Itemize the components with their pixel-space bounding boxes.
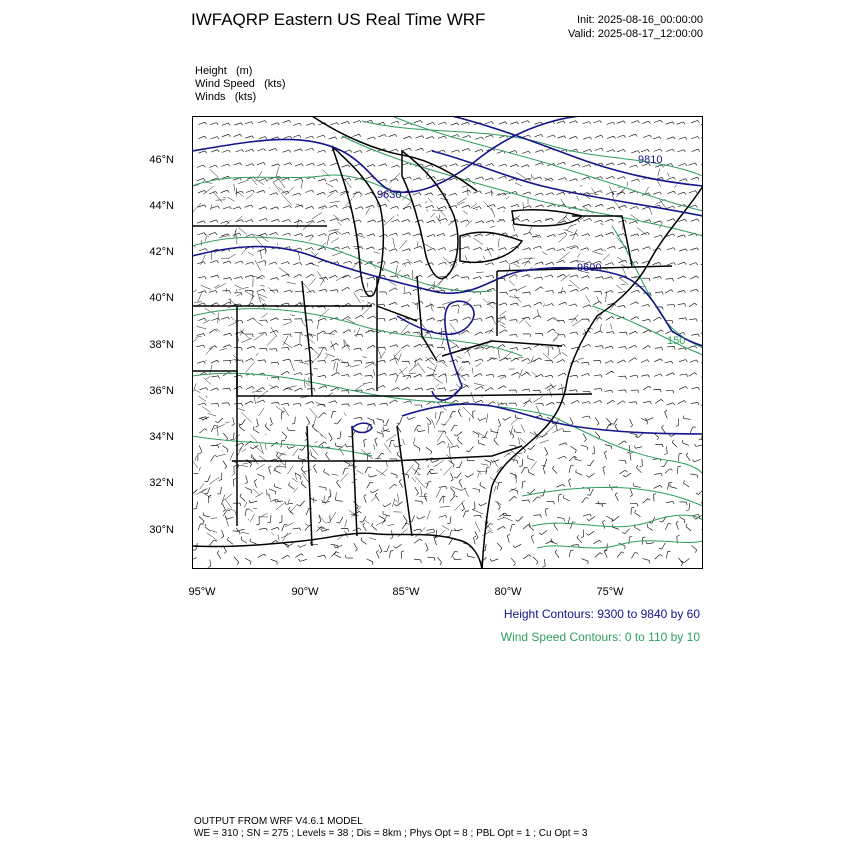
lon-label-85: 85°W <box>392 586 420 598</box>
lat-label-40: 40°N <box>149 292 174 304</box>
model-version: OUTPUT FROM WRF V4.6.1 MODEL <box>194 816 363 827</box>
model-footer <box>194 816 587 840</box>
lat-label-44: 44°N <box>149 200 174 212</box>
field-list <box>195 65 286 104</box>
model-config: WE = 310 ; SN = 275 ; Levels = 38 ; Dis = 8km ; Phys Opt = 8 ; PBL Opt = 1 ; Cu Opt = 3 <box>194 828 588 839</box>
contour-label-9810: 9810 <box>638 154 663 166</box>
contour-label-150: 150 <box>667 335 686 347</box>
lat-label-36: 36°N <box>149 385 174 397</box>
contour-label-9600-a: 9600 <box>577 262 602 274</box>
contour-label-9630: 9630 <box>377 189 402 201</box>
lat-label-32: 32°N <box>149 477 174 489</box>
lat-label-34: 34°N <box>149 431 174 443</box>
map-svg <box>192 116 703 569</box>
run-times <box>540 13 703 41</box>
lat-label-46: 46°N <box>149 154 174 166</box>
lon-label-75: 75°W <box>596 586 624 598</box>
wind-contour-legend: Wind Speed Contours: 0 to 110 by 10 <box>500 630 700 644</box>
lon-label-80: 80°W <box>494 586 522 598</box>
map-title: IWFAQRP Eastern US Real Time WRF <box>191 10 486 29</box>
field-winds: Winds (kts) <box>195 91 257 103</box>
lon-label-95: 95°W <box>188 586 216 598</box>
map-panel <box>192 116 703 569</box>
lon-label-90: 90°W <box>291 586 319 598</box>
height-contour-legend: Height Contours: 9300 to 9840 by 60 <box>503 607 700 621</box>
lat-label-30: 30°N <box>149 524 174 536</box>
field-wind-speed: Wind Speed (kts) <box>195 78 286 90</box>
init-time: Init: 2025-08-16_00:00:00 <box>577 14 703 26</box>
lat-label-38: 38°N <box>149 339 174 351</box>
valid-time: Valid: 2025-08-17_12:00:00 <box>568 28 703 40</box>
field-height: Height (m) <box>195 65 253 77</box>
lat-label-42: 42°N <box>149 246 174 258</box>
